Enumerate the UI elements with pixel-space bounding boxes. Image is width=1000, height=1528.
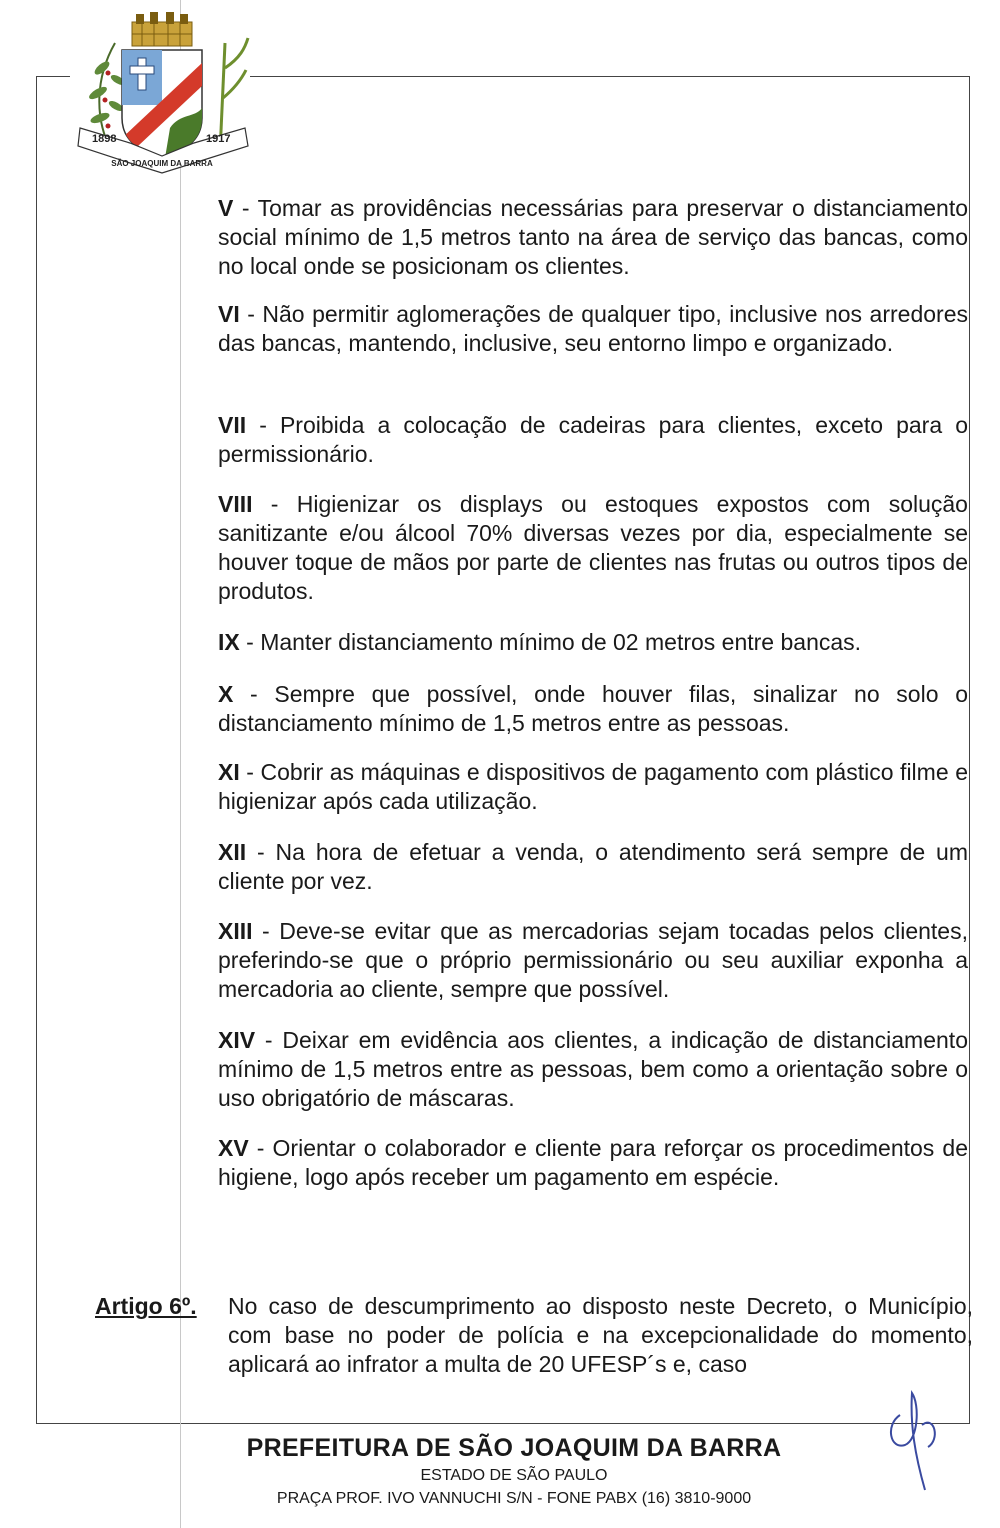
article-text: No caso de descumprimento ao disposto neste Decreto, o Município, com base no poder de polícia e na excepcionalidade do momento, aplicará ao infrator a multa de 20 UFESP´s e, caso [228, 1293, 973, 1377]
crest-year-left: 1898 [92, 133, 117, 145]
clause-text: Tomar as providências necessárias para preservar o distanciamento social mínimo de 1,5 metros tanto na área de serviço das bancas, como no local onde se posicionam os clientes. [218, 195, 968, 279]
clause-number: XIII [218, 918, 253, 944]
footer-address: PRAÇA PROF. IVO VANNUCHI S/N - FONE PABX (16) 3810-9000 [276, 1490, 752, 1507]
clause-vii: VII - Proibida a colocação de cadeiras para clientes, exceto para o permissionário. [218, 412, 968, 467]
clause-text: Manter distanciamento mínimo de 02 metros entre bancas. [260, 629, 862, 655]
clause-text: Cobrir as máquinas e dispositivos de pagamento com plástico filme e higienizar após cada utilização. [218, 759, 968, 814]
clause-number: IX [218, 629, 240, 655]
clause-v: V - Tomar as providências necessárias para preservar o distanciamento social mínimo de 1,5 metros tanto na área de serviço das bancas, como no local onde se posicionam os clientes. [218, 195, 968, 279]
clause-vi: VI - Não permitir aglomerações de qualquer tipo, inclusive nos arredores das bancas, mantendo, inclusive, seu entorno limpo e organizado. [218, 301, 968, 356]
clause-text: Sempre que possível, onde houver filas, sinalizar no solo o distanciamento mínimo de 1,5 metros entre as pessoas. [218, 681, 968, 736]
clause-text: Deixar em evidência aos clientes, a indicação de distanciamento mínimo de 1,5 metros entre as pessoas, bem como a orientação sobre o uso obrigatório de máscaras. [218, 1027, 968, 1111]
clause-number: VI [218, 301, 240, 327]
clause-xiii: XIII - Deve-se evitar que as mercadorias sejam tocadas pelos clientes, preferindo-se que o próprio permissionário ou seu auxiliar exponha a mercadoria ao cliente, sempre que possível. [218, 918, 968, 1002]
clause-x: X - Sempre que possível, onde houver filas, sinalizar no solo o distanciamento mínimo de 1,5 metros entre as pessoas. [218, 681, 968, 736]
clause-number: XI [218, 759, 240, 785]
clause-number: XV [218, 1135, 249, 1161]
clause-text: Não permitir aglomerações de qualquer tipo, inclusive nos arredores das bancas, mantendo, inclusive, seu entorno limpo e organizado. [218, 301, 968, 356]
footer-state: ESTADO DE SÃO PAULO [420, 1467, 608, 1484]
clause-xii: XII - Na hora de efetuar a venda, o atendimento será sempre de um cliente por vez. [218, 839, 968, 894]
municipal-crest-logo [70, 8, 255, 183]
clause-ix: IX - Manter distanciamento mínimo de 02 metros entre bancas. [218, 629, 862, 655]
footer-title: PREFEITURA DE SÃO JOAQUIM DA BARRA [246, 1434, 782, 1462]
clause-text: Deve-se evitar que as mercadorias sejam tocadas pelos clientes, preferindo-se que o próprio permissionário ou seu auxiliar exponha a mercadoria ao cliente, sempre que possível. [218, 918, 968, 1002]
clause-viii: VIII - Higienizar os displays ou estoques expostos com solução sanitizante e/ou álcool 70% diversas vezes por dia, especialmente se houver toque de mãos por parte de clientes nas frutas ou outros tipos de produtos. [218, 491, 968, 604]
clause-xv: XV - Orientar o colaborador e cliente para reforçar os procedimentos de higiene, logo após receber um pagamento em espécie. [218, 1135, 968, 1190]
clause-number: XII [218, 839, 247, 865]
article-label: Artigo 6º. [95, 1293, 197, 1319]
clause-number: VII [218, 412, 247, 438]
clause-number: XIV [218, 1027, 256, 1053]
crest-banner-text: SÃO JOAQUIM DA BARRA [111, 159, 213, 168]
clause-number: V [218, 195, 234, 221]
crest-year-right: 1917 [206, 133, 231, 145]
clause-xiv: XIV - Deixar em evidência aos clientes, a indicação de distanciamento mínimo de 1,5 metros entre as pessoas, bem como a orientação sobre o uso obrigatório de máscaras. [218, 1027, 968, 1111]
clause-text: Na hora de efetuar a venda, o atendimento será sempre de um cliente por vez. [218, 839, 968, 894]
clause-number: VIII [218, 491, 253, 517]
clause-text: Proibida a colocação de cadeiras para clientes, exceto para o permissionário. [218, 412, 968, 467]
clause-text: Higienizar os displays ou estoques expostos com solução sanitizante e/ou álcool 70% diversas vezes por dia, especialmente se houver toque de mãos por parte de clientes nas frutas ou outros tipos de produtos. [218, 491, 968, 604]
clause-xi: XI - Cobrir as máquinas e dispositivos de pagamento com plástico filme e higienizar após cada utilização. [218, 759, 968, 814]
clause-number: X [218, 681, 234, 707]
clause-text: Orientar o colaborador e cliente para reforçar os procedimentos de higiene, logo após receber um pagamento em espécie. [218, 1135, 968, 1190]
